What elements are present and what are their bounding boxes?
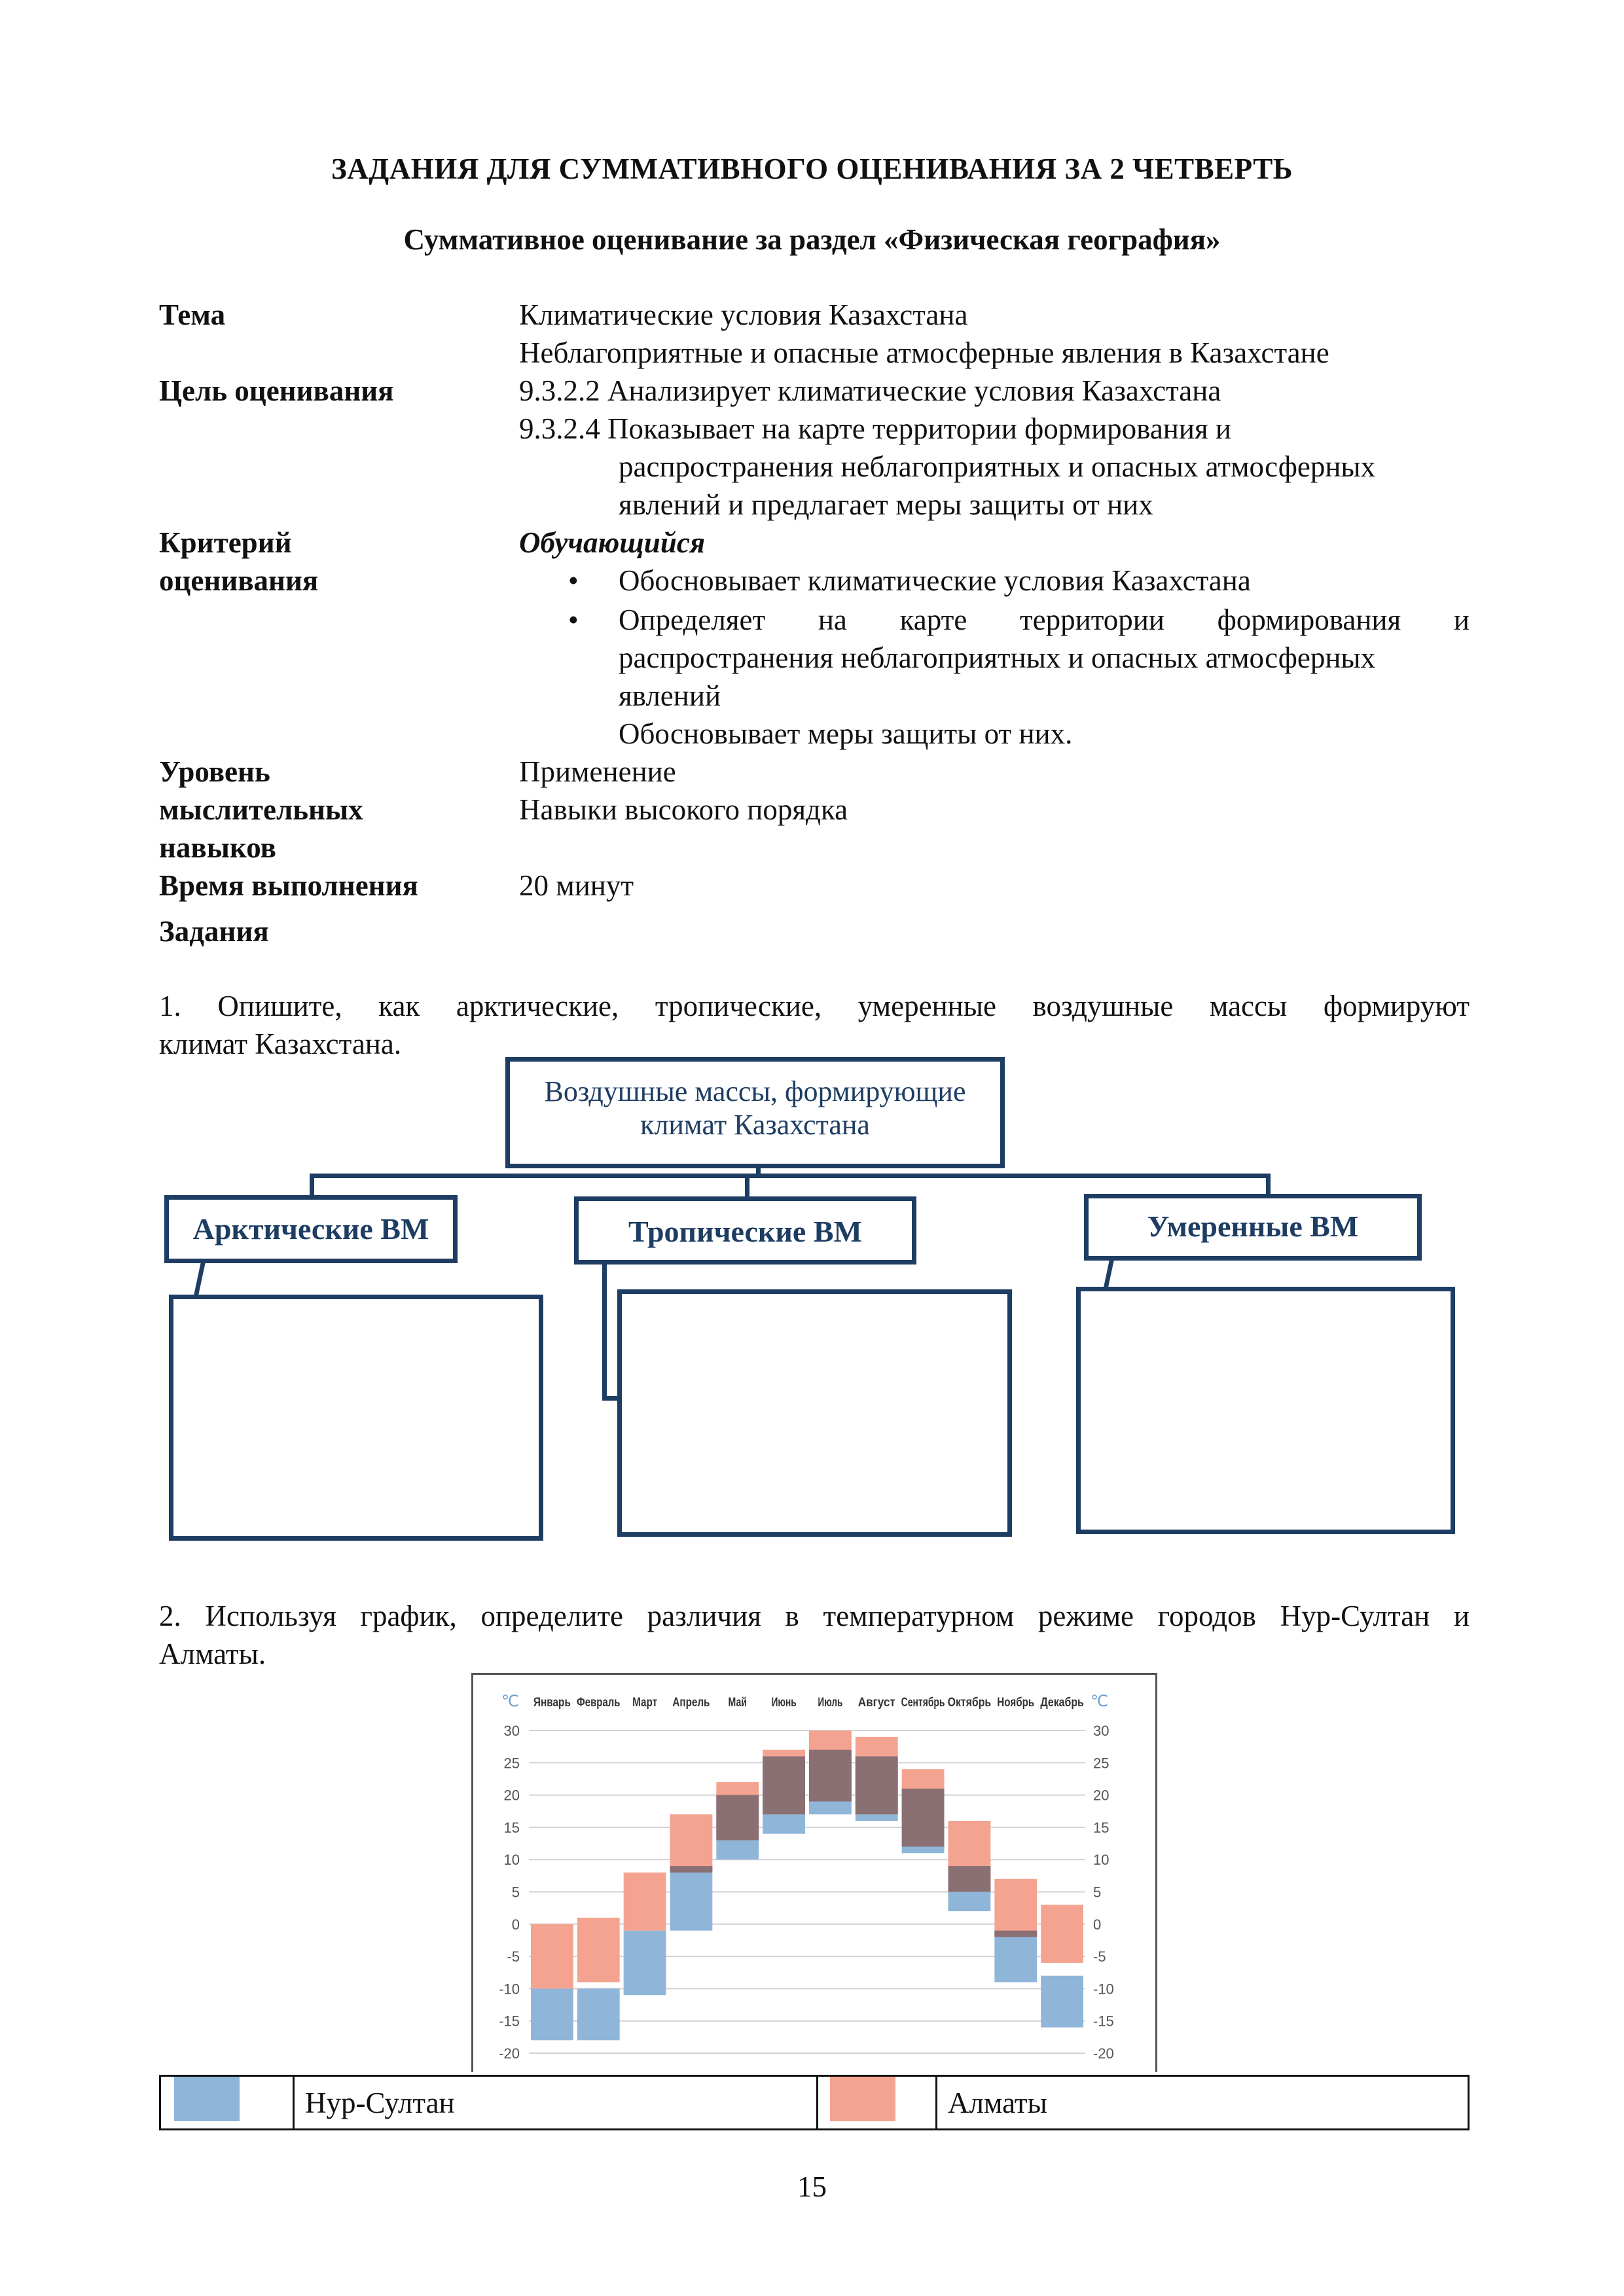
- bar-overlap: [948, 1866, 991, 1892]
- bar-nur-sultan: [531, 1988, 573, 2040]
- month-label: Январь: [533, 1696, 571, 1710]
- month-label: Июнь: [771, 1696, 797, 1710]
- criteria-2-line3: явлений: [619, 679, 721, 712]
- diagram-root-line1: Воздушные массы, формирующие: [544, 1075, 966, 1107]
- level-label-3: навыков: [159, 831, 276, 864]
- criteria-label-1: Критерий: [159, 526, 292, 559]
- y-tick-label-left: 5: [511, 1884, 520, 1901]
- task2-text-line1: 2. Используя график, определите различия в температурном режиме городов Нур-Султан и: [159, 1600, 1470, 1632]
- unit-label-right: ℃: [1091, 1692, 1108, 1710]
- legend-swatch-cell: [818, 2076, 937, 2130]
- legend-label-nur-sultan: Нур-Султан: [294, 2076, 818, 2130]
- y-tick-label-left: 15: [503, 1819, 520, 1836]
- y-tick-label-left: 30: [503, 1723, 520, 1739]
- y-tick-label-right: 5: [1093, 1884, 1102, 1901]
- page-subtitle: Суммативное оценивание за раздел «Физическая география»: [403, 223, 1221, 256]
- bullet-icon: •: [568, 564, 579, 597]
- month-label: Март: [632, 1696, 658, 1710]
- bar-almaty: [1041, 1905, 1083, 1963]
- topic-label: Тема: [159, 298, 226, 331]
- legend-label-almaty: Алматы: [937, 2076, 1469, 2130]
- tasks-label: Задания: [159, 915, 269, 948]
- bar-almaty: [531, 1924, 573, 1989]
- bullet-icon: •: [568, 603, 579, 636]
- bar-overlap: [716, 1795, 759, 1840]
- bar-almaty: [577, 1918, 620, 1982]
- y-tick-label-right: 20: [1093, 1787, 1110, 1804]
- bar-nur-sultan: [577, 1988, 620, 2040]
- task1-text-line1: 1. Опишите, как арктические, тропические, умеренные воздушные массы формируют: [159, 990, 1470, 1022]
- bar-almaty: [670, 1814, 713, 1873]
- y-tick-label-right: 30: [1093, 1723, 1110, 1739]
- legend-swatch-almaty: [830, 2077, 895, 2121]
- month-label: Сентябрь: [901, 1696, 945, 1710]
- month-label: Июль: [818, 1696, 843, 1710]
- y-tick-label-left: 25: [503, 1755, 520, 1772]
- bar-overlap: [994, 1931, 1037, 1937]
- goal-1: 9.3.2.2 Анализирует климатические условия Казахстана: [519, 374, 1221, 407]
- unit-label-left: ℃: [501, 1692, 519, 1710]
- arctic-answer-box[interactable]: [169, 1295, 543, 1541]
- arctic-header: Арктические ВМ: [192, 1212, 429, 1246]
- criteria-intro: Обучающийся: [519, 526, 705, 559]
- goal-label: Цель оценивания: [159, 374, 394, 407]
- temperature-chart: [471, 1673, 1157, 2072]
- bar-nur-sultan: [1041, 1976, 1083, 2028]
- y-tick-label-left: -5: [507, 1948, 520, 1965]
- month-label: Ноябрь: [997, 1696, 1035, 1710]
- bar-almaty: [994, 1879, 1037, 1937]
- tropical-answer-box[interactable]: [617, 1289, 1012, 1537]
- month-label: Февраль: [577, 1696, 621, 1710]
- arctic-header-box: [164, 1195, 458, 1263]
- temperate-header-box: [1084, 1194, 1422, 1261]
- time-label: Время выполнения: [159, 869, 418, 902]
- page-number: 15: [797, 2170, 827, 2203]
- month-label: Август: [857, 1696, 895, 1710]
- level-label-2: мыслительных: [159, 793, 363, 826]
- level-label-1: Уровень: [159, 755, 270, 788]
- y-tick-label-left: -10: [499, 1981, 520, 1998]
- chart-legend: [159, 2075, 1470, 2130]
- criteria-2-line2: распространения неблагоприятных и опасных атмосферных: [619, 641, 1376, 674]
- month-label: Декабрь: [1040, 1696, 1084, 1710]
- level-1: Применение: [519, 755, 676, 788]
- task2-text-line2: Алматы.: [159, 1638, 266, 1670]
- temperature-chart-svg: [473, 1675, 1155, 2074]
- goal-2-line3: явлений и предлагает меры защиты от них: [619, 488, 1153, 521]
- legend-swatch-cell: [160, 2076, 294, 2130]
- y-tick-label-right: -10: [1093, 1981, 1114, 1998]
- y-tick-label-left: 20: [503, 1787, 520, 1804]
- criteria-2-line1: Определяет на карте территории формирования и: [619, 603, 1470, 636]
- criteria-2-line4: Обосновывает меры защиты от них.: [619, 717, 1073, 750]
- temperate-answer-box[interactable]: [1076, 1287, 1455, 1534]
- bar-overlap: [670, 1866, 713, 1873]
- topic-value-1: Климатические условия Казахстана: [519, 298, 968, 331]
- y-tick-label-right: 0: [1093, 1916, 1102, 1933]
- y-tick-label-right: -15: [1093, 2013, 1114, 2030]
- y-tick-label-right: 25: [1093, 1755, 1110, 1772]
- temperate-header: Умеренные ВМ: [1147, 1210, 1359, 1243]
- diagram-root-box: [505, 1057, 1005, 1168]
- bar-nur-sultan: [670, 1866, 713, 1931]
- bar-overlap: [763, 1756, 805, 1814]
- time-value: 20 минут: [519, 869, 634, 902]
- y-tick-label-left: -15: [499, 2013, 520, 2030]
- bar-overlap: [809, 1750, 852, 1802]
- month-label: Май: [728, 1696, 747, 1710]
- y-tick-label-left: -20: [499, 2045, 520, 2062]
- y-tick-label-right: 15: [1093, 1819, 1110, 1836]
- task1-text-line2: климат Казахстана.: [159, 1028, 402, 1060]
- y-tick-label-right: 10: [1093, 1852, 1110, 1869]
- y-tick-label-left: 10: [503, 1852, 520, 1869]
- topic-value-2: Неблагоприятные и опасные атмосферные явления в Казахстане: [519, 336, 1329, 369]
- diagram-root-line2: климат Казахстана: [640, 1109, 870, 1141]
- page-title: ЗАДАНИЯ ДЛЯ СУММАТИВНОГО ОЦЕНИВАНИЯ ЗА 2 ЧЕТВЕРТЬ: [331, 152, 1293, 185]
- criteria-label-2: оценивания: [159, 564, 319, 597]
- bar-overlap: [902, 1789, 945, 1847]
- tropical-header: Тропические ВМ: [628, 1215, 862, 1248]
- goal-2-line2: распространения неблагоприятных и опасных атмосферных: [619, 450, 1376, 483]
- y-tick-label-right: -5: [1093, 1948, 1106, 1965]
- y-tick-label-left: 0: [511, 1916, 520, 1933]
- bar-overlap: [856, 1756, 898, 1814]
- bar-nur-sultan: [624, 1931, 666, 1996]
- goal-2-line1: 9.3.2.4 Показывает на карте территории формирования и: [519, 412, 1231, 445]
- y-tick-label-right: -20: [1093, 2045, 1114, 2062]
- month-label: Апрель: [672, 1696, 710, 1710]
- bar-almaty: [624, 1873, 666, 1931]
- level-2: Навыки высокого порядка: [519, 793, 848, 826]
- tropical-header-box: [574, 1196, 916, 1265]
- criteria-1: Обосновывает климатические условия Казахстана: [619, 564, 1251, 597]
- month-label: Октябрь: [947, 1696, 992, 1710]
- legend-swatch-nur-sultan: [174, 2077, 240, 2121]
- bar-nur-sultan: [994, 1931, 1037, 1982]
